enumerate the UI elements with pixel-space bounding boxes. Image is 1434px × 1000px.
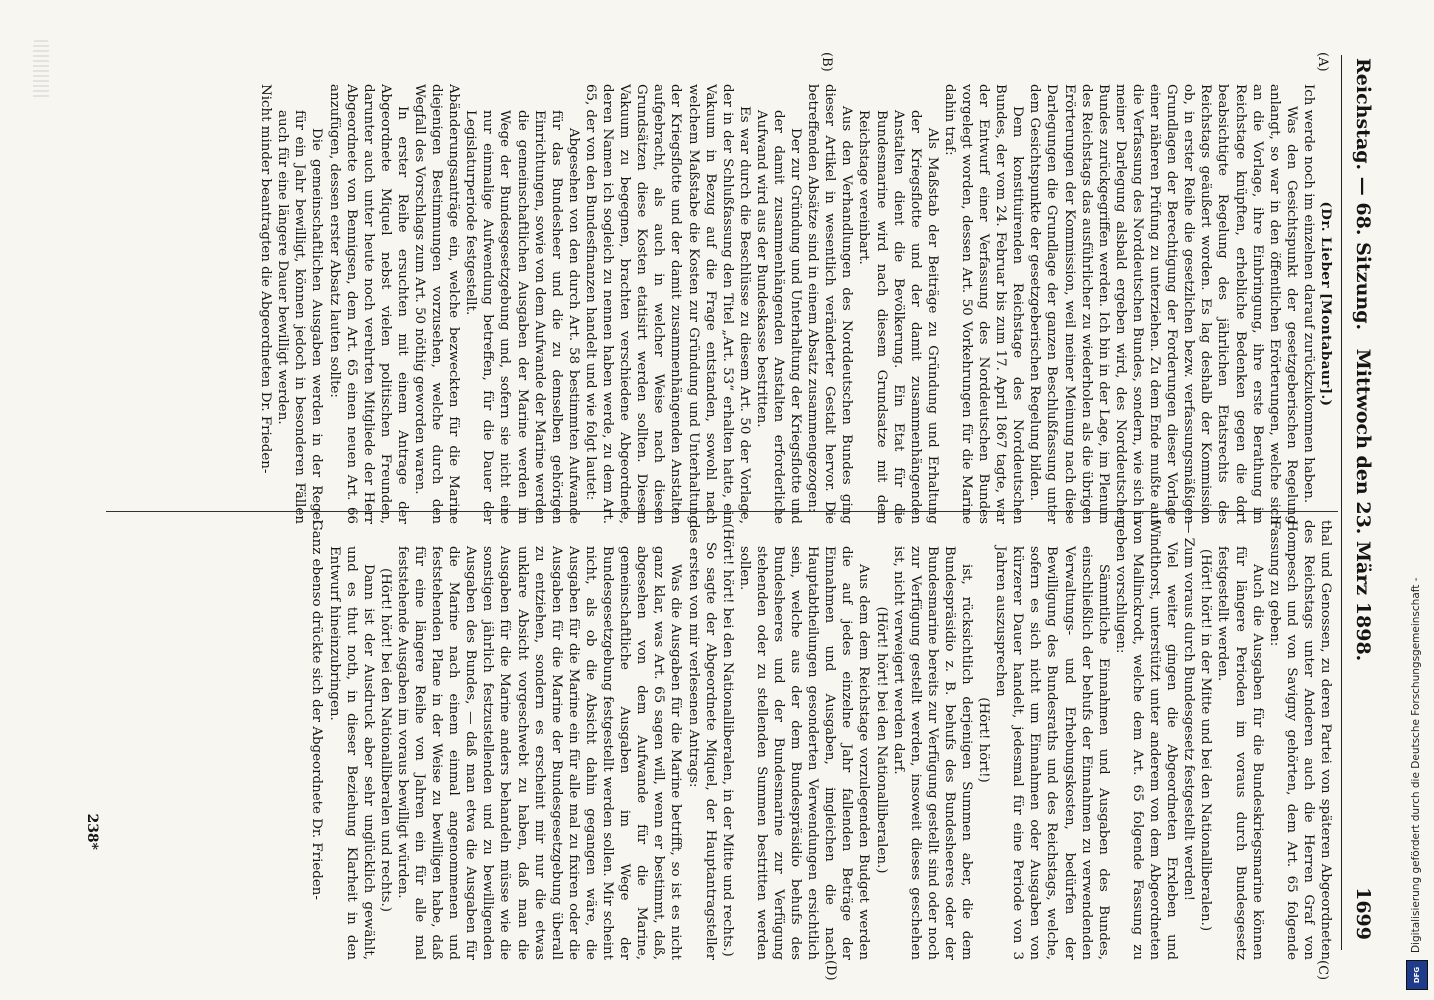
quoted-text: Als Maßstab der Beiträge zu Gründung und Erhaltung der Kriegsflotte und der damit zusammenhängenden Anstalten dient die Bevölkerung. Ein Etat für die Bundesmarine wird nach diesem Grundsatze mit dem Reichstage vereinbart. (856, 110, 940, 524)
interjection: (Hört! hört! in der Mitte und bei den Nationalliberalen.) (1198, 548, 1214, 932)
quoted-text: Dann ist der Ausdruck aber sehr unglücklich gewählt, und es thut noth, in dieser Beziehung Klarheit in den Entwurf hineinzubringen. (326, 546, 376, 960)
page-number: 1699 (1352, 887, 1374, 940)
library-stamp (33, 40, 49, 100)
paragraph: Abänderungsanträge ein, welche bezweckten für die Marine diejenigen Bestimmungen vorzusehen, welche durch den Wegfall des Vorschlags zum Art. 50 nöthig geworden waren. (412, 84, 462, 524)
header-left: Reichstag. — 68. Sitzung. (1352, 58, 1374, 331)
right-column (114, 520, 1334, 960)
quoted-text: Auch die Ausgaben für die Bundeskriegsmarine können für längere Perioden im voraus durch Bundesgesetz festgestellt werden. (1215, 546, 1265, 960)
margin-marker-d: (D) (823, 960, 838, 981)
paragraph: Nicht minder beantragten die Abgeordneten Dr. Frieden- (258, 84, 274, 474)
quoted-text: Was die Ausgaben für die Marine betrifft, so ist es nicht ganz klar, was Art. 65 sagen will, wenn er bestimmt, daß, abgesehen von dem Aufwande für die Marine, gemeinschaftliche Ausgaben im Wege der Bundesgesetzgebung festgestellt werden sollen. Mir scheint nicht, als ob die Absicht dahin gegangen wäre, die Ausgaben für die Marine ein für alle mal zu fixiren oder die Ausgaben für die Marine der Bundesgesetzgebung überall zu entziehen, sondern es erscheint mir nur die etwas unklare Absicht vorgeschwebt zu haben, daß man die Ausgaben für die Marine anders behandeln müsse wie die sonstigen jährlich festzustellenden und zu bewilligenden Ausgaben des Bundes, — daß man etwa die Ausgaben für die Marine nach einem einmal angenommenen und feststehenden Plane in der Weise zu bewilligen habe, daß für eine längere Reihe von Jahren ein für alle mal feststehende Ausgaben im voraus bewilligt würden. (394, 546, 684, 960)
header-date: Mittwoch den 23. März 1898. (1352, 348, 1374, 662)
quoted-text: Die gemeinschaftlichen Ausgaben werden in der Regel für ein Jahr bewilligt, können jedoch in besonderen Fällen auch für eine längere Dauer bewilligt werden. (275, 110, 325, 524)
dfg-logo-text: DFG (1413, 966, 1421, 984)
paragraph: Aus den Verhandlungen des Norddeutschen Bundes ging dieser Artikel in wesentlich veränderter Gestalt hervor. Die betreffenden Absätze sind in einem Absatz zusammengezogen: (805, 84, 855, 524)
interjection: (Hört! hört! bei den Nationalliberalen, in der Mitte und rechts.) (719, 523, 735, 957)
paragraph: thal und Genossen, zu deren Partei von späteren Abgeordneten des Reichstags unter Anderen auch die Herren Graf von Hompesch und von Savigny gehörten, dem Art. 65 folgende Fassung zu geben: (1266, 520, 1333, 960)
paragraph: In erster Reihe ersuchten mit einem Antrage der Abgeordnete Miquel nebst vielen politischen Freunden, darunter auch unter heute noch verehrten Mitgliede der Herr Abgeordnete von Bennigsen, dem Art. 65 einen neuen Art. 66 anzufügen, dessen erster Absatz lauten sollte: (326, 84, 410, 524)
margin-marker-a: (A) (1315, 52, 1330, 72)
margin-marker-b: (B) (819, 52, 834, 72)
paragraph: Was den Gesichtspunkt der gesetzgeberischen Regelung anlangt, so war in den öffentlichen Erörterungen, welche sich an die Vorlage, ihre Einbringung, ihre erste Berathung im Reichstage knüpften, erhebliche Bedenken gegen die dort beabsichtigte Regelung des jährlichen Etatsrechts des Reichstags geäußert worden. Es lag deshalb der Kommission ob, in erster Reihe die gesetzlichen bezw. verfassungsmäßigen Grundlagen der Berechtigung der Forderungen dieser Vorlage einer näheren Prüfung zu unterziehen. Zu dem Ende mußte auf die Verfassung des Norddeutschen Bundes, sondern, wie sich in meiner Darlegung alsbald ergeben wird, des Norddeutschen Bundes zurückgegriffen werden. Ich bin in der Lage, im Plenum des Reichstags das ausführlicher zu wiederholen als die übrigen Erörterungen der Kommission, weil meiner Meinung nach diese Darlegungen die Grundlage der ganzen Beschlußfassung unter dem Gesichtspunkte der gesetzgeberischen Regelung bilden. (1027, 84, 1299, 524)
dfg-logo (1406, 960, 1428, 990)
quoted-text: Sämmtliche Einnahmen und Ausgaben des Bundes, einschließlich der behufs der Einnahmen zu verwendenden Verwaltungs- und Erhebungskosten, bedürfen der Bewilligung des Bundesraths und des Reichstags, welche, sofern es sich nicht um Einnahmen oder Ausgaben von kürzerer Dauer handelt, jedesmal für eine Periode von 3 Jahren auszusprechen (993, 546, 1111, 960)
interjection: (Hört! hört!) (976, 697, 992, 783)
funding-notice: Digitalisierung gefördert durch die Deutsche Forschungsgemeinschaft - (1410, 577, 1422, 953)
paragraph: Dem konstituirenden Reichstage des Norddeutschen Bundes, der vom 24. Februar bis zum 17. April 1867 tagte, war der Entwurf einer Verfassung des Norddeutschen Bundes vorgelegt worden, dessen Art. 50 Vorkehrungen für die Marine dahin traf: (941, 84, 1026, 524)
digitization-sidebar (1404, 0, 1428, 1000)
interjection: (Hört! hört! bei den Nationalliberalen und rechts.) (377, 567, 393, 912)
page-header (1348, 50, 1374, 960)
speaker-label: (Dr. Lieber [Montabaur].) (1318, 201, 1334, 407)
signature-mark: 238* (84, 813, 100, 850)
quoted-text: Abgesehen von den durch Art. 58 bestimmten Aufwande für das Bundesheer und die zu demselben gehörigen Einrichtungen, sowie von dem Aufwande der Marine werden die gemeinschaftlichen Ausgaben der Marine werden im Wege der Bundesgesetzgebung und, sofern sie nicht eine nur einmalige Aufwendung betreffen, für die Dauer der Legislaturperiode festgestellt. (463, 110, 581, 524)
left-column (114, 84, 1334, 524)
interjection: (Hört! hört! bei den Nationalliberalen.) (873, 606, 889, 874)
paragraph: So sagte der Abgeordnete Miquel, der Hauptantragsteller des ersten von mir verlesenen Antrags: (685, 520, 718, 960)
quoted-text: Aus dem dem Reichstage vorzulegenden Budget werden die auf jedes einzelne Jahr fallenden Beträge der Einnahmen und Ausgaben, imgleichen die nach Hauptabtheilungen gesonderten Verwendungen ersichtlich sein, welche aus der dem Bundespräsidio behufs des Bundesheeres und der Bundesmarine zur Verfügung stehenden oder zu stellenden Summen bestritten werden sollen. (736, 546, 872, 960)
paragraph: Es war durch die Beschlüsse zu diesem Art. 50 der Vorlage, der in der Schlußfassung den Titel „Art. 53“ erhalten hatte, ein Vakuum in Bezug auf die Frage entstanden, sowohl nach welchem Maßstabe die Kosten zur Gründung und Unterhaltung der Kriegsflotte und der damit zusammenhängenden Anstalten aufgebracht, als auch in welcher Weise nach diesen Grundsätzen diese Kosten etatisirt werden sollten. Diesem Vakuum zu begegnen, brachten verschiedene Abgeordnete, deren Namen ich sogleich zu nennen haben werde, zu dem Art. 65, der von den Bundesfinanzen handelt und wie folgt lautet: (582, 84, 752, 524)
margin-marker-c: (C) (1315, 960, 1330, 981)
paragraph: Ich werde noch im einzelnen darauf zurückzukommen haben. (1300, 84, 1316, 504)
quoted-text: Der zur Gründung und Unterhaltung der Kriegsflotte und der damit zusammenhängenden Anstalten erforderliche Aufwand wird aus der Bundeskasse bestritten. (753, 110, 804, 524)
paragraph: Ganz ebenso drückte sich der Abgeordnete Dr. Frieden- (309, 520, 325, 900)
paragraph: — Zum voraus durch Bundesgesetz festgestellt werden! (1181, 520, 1197, 902)
header-rule (1341, 55, 1342, 950)
paragraph: Viel weiter gingen die Abgeordneten Erxleben und Windthorst, unterstützt unter anderem von dem Abgeordneten von Mallinckrodt, welche dem Art. 65 folgende Fassung zu geben vorschlugen: (1112, 520, 1180, 960)
quoted-text: ist, rücksichtlich derjenigen Summen aber, die dem Bundespräsidio z. B. behufs des Bundesheeres oder der Bundesmarine bereits zur Verfügung gestellt sind oder noch zur Verfügung gestellt werden, insoweit dieses geschehen ist, nicht verweigert werden darf. (890, 546, 975, 960)
